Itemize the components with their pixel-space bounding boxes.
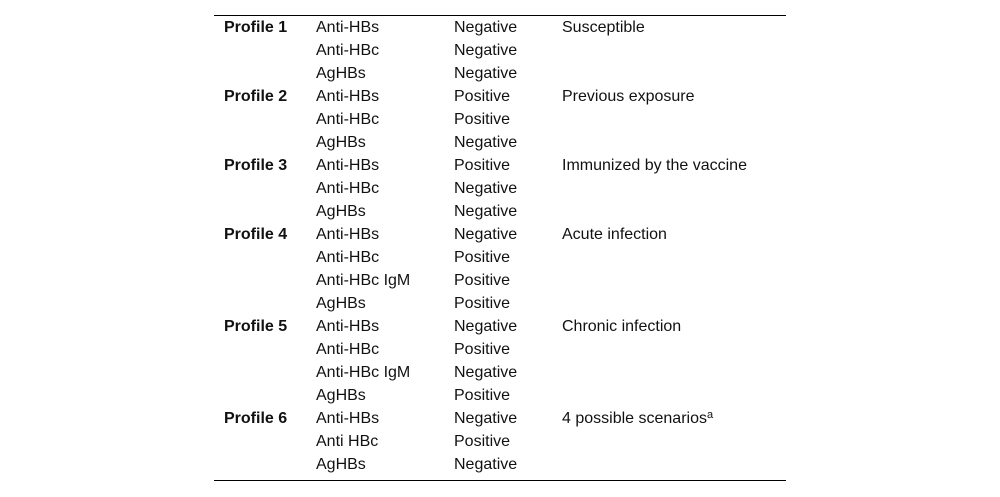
- test-result: Positive: [454, 272, 511, 289]
- test-result: Negative: [454, 19, 518, 36]
- profile-interpretation: [562, 223, 667, 246]
- test-name: AgHBs: [316, 134, 366, 151]
- profile-row: [214, 85, 786, 154]
- test-name: Anti-HBc: [316, 111, 380, 128]
- test-result: Negative: [454, 180, 518, 197]
- profile-interpretation: [562, 154, 747, 177]
- test-name: Anti-HBs: [316, 88, 380, 105]
- profile-name: Profile 4: [224, 226, 288, 243]
- test-result: Positive: [454, 249, 511, 266]
- test-name: Anti-HBs: [316, 19, 380, 36]
- profile-interpretation: [562, 407, 713, 430]
- result-list: [454, 154, 562, 223]
- footnote-marker: a: [706, 409, 714, 421]
- test-result: Positive: [454, 295, 511, 312]
- test-name: Anti-HBc: [316, 341, 380, 358]
- profile-interpretation: [562, 85, 695, 108]
- test-list: [316, 315, 454, 407]
- test-name: Anti-HBs: [316, 410, 380, 427]
- test-result: Negative: [454, 42, 518, 59]
- test-name: AgHBs: [316, 295, 366, 312]
- test-name: AgHBs: [316, 456, 366, 473]
- test-list: [316, 154, 454, 223]
- profile-name: Profile 1: [224, 19, 288, 36]
- result-list: [454, 85, 562, 154]
- profile-interpretation: [562, 315, 681, 338]
- test-name: Anti-HBc IgM: [316, 364, 411, 381]
- interpretation-text: Susceptible: [562, 19, 645, 36]
- test-result: Positive: [454, 88, 511, 105]
- test-result: Negative: [454, 203, 518, 220]
- test-name: Anti-HBs: [316, 157, 380, 174]
- profile-row: [214, 223, 786, 315]
- interpretation-text: 4 possible scenarios: [562, 410, 707, 427]
- interpretation-text: Acute infection: [562, 226, 667, 243]
- test-result: Negative: [454, 364, 518, 381]
- test-name: Anti-HBs: [316, 226, 380, 243]
- test-result: Negative: [454, 65, 518, 82]
- test-name: AgHBs: [316, 65, 366, 82]
- interpretation-text: Immunized by the vaccine: [562, 157, 747, 174]
- profile-interpretation: [562, 16, 645, 39]
- result-list: [454, 407, 562, 476]
- test-name: Anti-HBc: [316, 249, 380, 266]
- result-list: [454, 315, 562, 407]
- test-result: Positive: [454, 111, 511, 128]
- test-name: Anti-HBs: [316, 318, 380, 335]
- profile-row: [214, 407, 786, 476]
- test-result: Positive: [454, 341, 511, 358]
- result-list: [454, 223, 562, 315]
- interpretation-text: Chronic infection: [562, 318, 682, 335]
- table-body: [214, 16, 786, 480]
- test-name: Anti-HBc: [316, 42, 380, 59]
- test-list: [316, 407, 454, 476]
- test-result: Positive: [454, 387, 511, 404]
- test-name: Anti-HBc IgM: [316, 272, 411, 289]
- profile-name: Profile 2: [224, 88, 288, 105]
- test-result: Positive: [454, 157, 511, 174]
- test-result: Positive: [454, 433, 511, 450]
- test-name: AgHBs: [316, 203, 366, 220]
- test-name: Anti-HBc: [316, 180, 380, 197]
- test-result: Negative: [454, 134, 518, 151]
- test-list: [316, 223, 454, 315]
- profile-name: Profile 3: [224, 157, 288, 174]
- test-result: Negative: [454, 318, 518, 335]
- profile-name: Profile 6: [224, 410, 288, 427]
- test-list: [316, 85, 454, 154]
- test-list: [316, 16, 454, 85]
- test-name: Anti HBc: [316, 433, 379, 450]
- profile-row: [214, 154, 786, 223]
- test-result: Negative: [454, 226, 518, 243]
- test-name: AgHBs: [316, 387, 366, 404]
- profile-row: [214, 315, 786, 407]
- profile-row: [214, 16, 786, 85]
- interpretation-text: Previous exposure: [562, 88, 695, 105]
- test-result: Negative: [454, 456, 518, 473]
- test-result: Negative: [454, 410, 518, 427]
- result-list: [454, 16, 562, 85]
- profile-name: Profile 5: [224, 318, 288, 335]
- serology-profiles-table: [214, 15, 786, 481]
